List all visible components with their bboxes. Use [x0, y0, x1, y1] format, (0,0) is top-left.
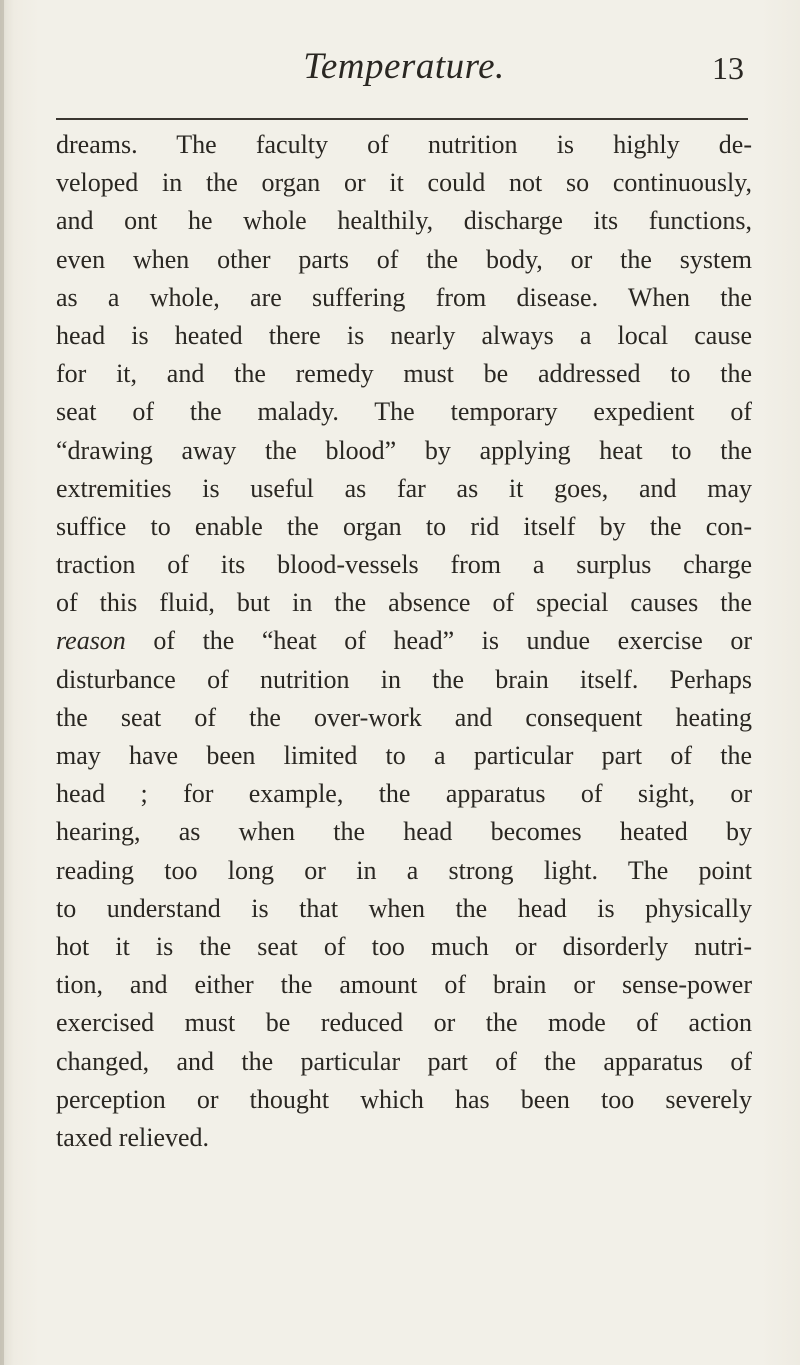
text-line-last: taxed relieved.: [56, 1122, 210, 1152]
text-line: extremities is useful as far as it goes, and may: [56, 473, 752, 503]
text-line: tion, and either the amount of brain or sense-power: [56, 970, 752, 1000]
text-line: disturbance of nutrition in the brain itself. Perhaps: [56, 664, 752, 694]
text-line: of this fluid, but in the absence of special causes the: [56, 588, 752, 618]
header-rule: [56, 118, 748, 120]
text-line: perception or thought which has been too severely: [56, 1084, 752, 1114]
text-line: “drawing away the blood” by applying heat to the: [56, 435, 752, 465]
page-number: 13: [712, 50, 744, 86]
text-line: seat of the malady. The temporary expedient of: [56, 397, 752, 427]
text-line: dreams. The faculty of nutrition is highly de-: [56, 130, 752, 159]
text-line: exercised must be reduced or the mode of action: [56, 1008, 752, 1038]
running-head-title: Temperature.: [303, 46, 505, 87]
text-line: hot it is the seat of too much or disorderly nutri-: [56, 931, 752, 961]
text-line: head ; for example, the apparatus of sight, or: [56, 779, 752, 809]
text-line: changed, and the particular part of the apparatus of: [56, 1046, 752, 1076]
text-line: the seat of the over-work and consequent heating: [56, 702, 752, 732]
italic-word: reason: [56, 626, 126, 656]
text-line: reading too long or in a strong light. The point: [56, 855, 752, 885]
text-line: for it, and the remedy must be addressed to the: [56, 359, 752, 389]
spine-shadow: [0, 0, 4, 1365]
text-line: to understand is that when the head is physically: [56, 893, 752, 923]
text-line-rest: of the “heat of head” is undue exercise or: [153, 626, 752, 656]
text-line: may have been limited to a particular part of the: [56, 741, 752, 770]
text-line: even when other parts of the body, or the system: [56, 244, 752, 274]
text-line: and ont he whole healthily, discharge its functions,: [56, 206, 752, 236]
text-line: head is heated there is nearly always a local cause: [56, 320, 752, 350]
text-line: suffice to enable the organ to rid itself by the con-: [56, 511, 752, 541]
text-line: veloped in the organ or it could not so continuously,: [56, 168, 752, 198]
text-line: traction of its blood-vessels from a surplus charge: [56, 550, 752, 580]
text-line: as a whole, are suffering from disease. When the: [56, 282, 752, 312]
running-head: [56, 42, 752, 92]
text-line: hearing, as when the head becomes heated by: [56, 817, 752, 847]
body-text: [56, 126, 752, 1157]
text-line-with-italic: [56, 622, 752, 660]
